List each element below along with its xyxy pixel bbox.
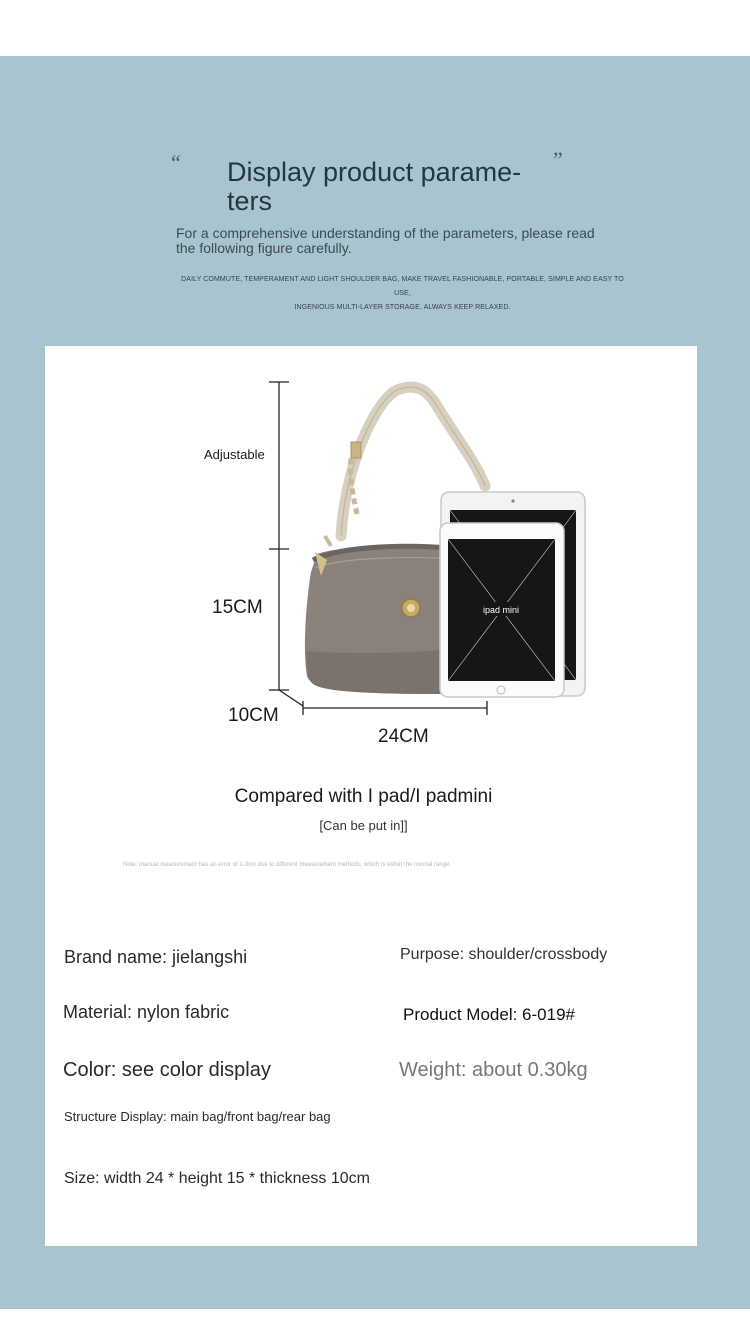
spec-brand: Brand name: jielangshi xyxy=(64,947,248,967)
open-quote-mark: “ xyxy=(171,150,181,175)
spec-weight: Weight: about 0.30kg xyxy=(399,1059,588,1081)
bag-size-diagram xyxy=(45,346,697,766)
ipad-mini-label: ipad mini xyxy=(482,605,520,615)
tagline-line-2: INGENIOUS MULTI-LAYER STORAGE, ALWAYS KEEP RELAXED. xyxy=(294,304,511,311)
page-title: Display product parame-ters xyxy=(227,157,522,216)
ipad-mini-illustration xyxy=(440,523,564,697)
spec-material: Material: nylon fabric xyxy=(63,1002,230,1022)
page-subtitle: For a comprehensive understanding of the parameters, please read the following figure carefully. xyxy=(176,225,595,256)
tagline xyxy=(180,273,625,315)
put-in-caption: [Can be put in]] xyxy=(319,818,408,833)
thickness-label: 10CM xyxy=(228,705,279,726)
close-quote-mark: ” xyxy=(553,147,563,172)
width-label: 24CM xyxy=(378,726,429,747)
spec-size: Size: width 24 * height 15 * thickness 10cm xyxy=(64,1170,370,1187)
adjustable-label: Adjustable xyxy=(204,447,265,462)
height-label: 15CM xyxy=(212,597,263,618)
compare-caption: Compared with I pad/I padmini xyxy=(234,786,493,807)
product-card xyxy=(45,346,697,1246)
spec-structure: Structure Display: main bag/front bag/rear bag xyxy=(64,1109,331,1124)
spec-color: Color: see color display xyxy=(63,1059,271,1081)
measurement-note: Note: manual measurement has an error of 1-3cm due to different measurement methods, which is within the normal range. xyxy=(123,862,452,868)
tagline-line-1: DAILY COMMUTE, TEMPERAMENT AND LIGHT SHOULDER BAG, MAKE TRAVEL FASHIONABLE, PORTABLE, SIMPLE AND EASY TO USE, xyxy=(181,276,624,297)
spec-model: Product Model: 6-019# xyxy=(403,1005,575,1024)
spec-purpose: Purpose: shoulder/crossbody xyxy=(400,946,608,963)
